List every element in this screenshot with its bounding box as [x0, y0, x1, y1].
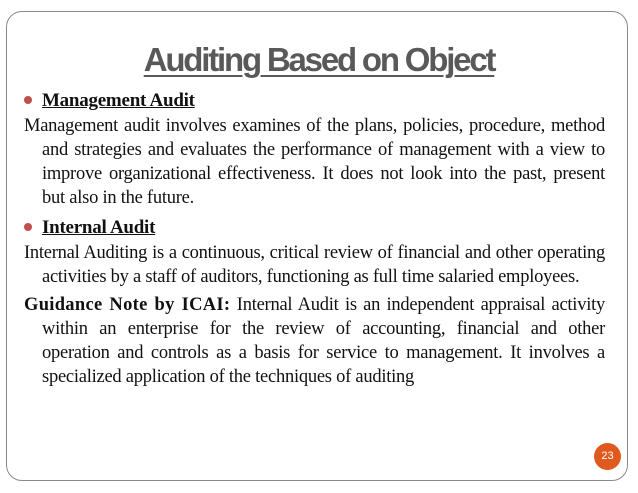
slide-body [24, 87, 605, 389]
internal-audit-text: Internal Auditing is a continuous, critical review of financial and other operating activities by a staff of auditors, functioning as full time salaried employees. [24, 243, 605, 287]
guidance-note-paragraph [24, 293, 605, 389]
section-heading-management-audit [24, 87, 605, 114]
page-number-badge: 23 [594, 443, 621, 470]
section-heading-internal-audit [24, 214, 605, 241]
guidance-note-text: Internal Audit is an independent appraisal activity within an enterprise for the review of accounting, financial and other operation and controls as a basis for service to management. It involves a specialized application of the techniques of auditing [42, 295, 605, 387]
slide-title: Auditing Based on Object [143, 41, 495, 78]
heading-label: Internal Audit [42, 217, 156, 238]
heading-label: Management Audit [42, 90, 195, 111]
bullet-dot-icon [24, 96, 32, 104]
bullet-dot-icon [24, 223, 32, 231]
guidance-note-lead: Guidance Note by ICAI: [24, 295, 231, 315]
management-audit-text: Management audit involves examines of the plans, policies, procedure, method and strategies and evaluates the performance of management with a view to improve organizational effectiveness. It does not look into the past, present but also in the future. [24, 116, 605, 208]
